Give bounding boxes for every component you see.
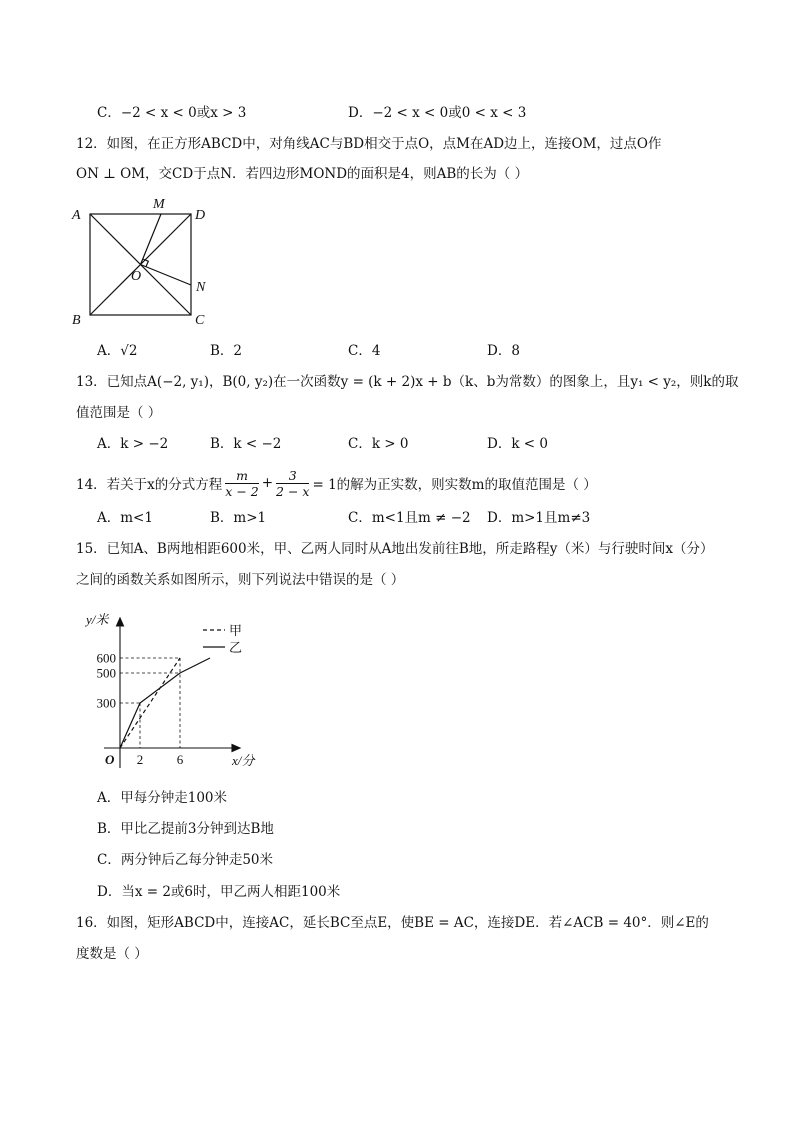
q14-option-d: D．m>1且m≠3 [487, 510, 591, 526]
q15-distance-time-graph [82, 608, 272, 774]
q12-option-d: D．8 [487, 343, 520, 359]
label-o: O [131, 269, 142, 284]
q15-stem-line2: 之间的函数关系如图所示，则下列说法中错误的是（ ） [76, 572, 405, 588]
label-b: B [72, 313, 81, 328]
q14-option-a: A．m<1 [97, 510, 153, 526]
legend-label-1: 乙 [229, 640, 243, 655]
q14-fraction-1 [225, 468, 258, 499]
label-c: C [195, 313, 205, 328]
q16-stem-line2: 度数是（ ） [76, 946, 148, 962]
q14-frac1-denominator: x − 2 [225, 483, 259, 499]
q13-option-a: A．k > −2 [97, 436, 169, 452]
q14-option-c: C．m<1且m ≠ −2 [348, 510, 471, 526]
q14-fraction-2 [276, 468, 309, 499]
q13-option-c: C．k > 0 [348, 436, 409, 452]
label-a: A [72, 208, 81, 223]
q16-stem-line1: 16．如图，矩形ABCD中，连接AC，延长BC至点E，使BE = AC，连接DE．若∠ACB = 40°．则∠E的 [76, 915, 709, 931]
q14-option-b: B．m>1 [210, 510, 267, 526]
y-axis-arrow [117, 618, 124, 626]
y-tick-label-600: 600 [96, 650, 116, 666]
q12-option-a: A．√2 [97, 343, 138, 359]
q14-stem [76, 463, 597, 503]
q15-option-b: B．甲比乙提前3分钟到达B地 [97, 821, 274, 837]
q13-option-d: D．k < 0 [487, 436, 548, 452]
q14-text-before: 14．若关于x的分式方程 [76, 477, 223, 493]
q13-option-b: B．k < −2 [210, 436, 282, 452]
q13-stem-line1: 13．已知点A(−2, y₁)，B(0, y₂)在一次函数y = (k + 2)x + b（k、b为常数）的图象上，且y₁ < y₂，则k的取 [76, 374, 739, 390]
q15-stem-line1: 15．已知A、B两地相距600米，甲、乙两人同时从A地出发前往B地，所走路程y（米）与行驶时间x（分） [76, 541, 714, 557]
legend [203, 623, 242, 655]
label-n: N [196, 280, 206, 295]
q12-stem-line2: ON ⊥ OM，交CD于点N．若四边形MOND的面积是4，则AB的长为（ ） [76, 166, 529, 182]
legend-label-0: 甲 [229, 623, 243, 638]
q14-text-after: = 1的解为正实数，则实数m的取值范围是（ ） [312, 477, 597, 493]
q12-option-c: C．4 [348, 343, 381, 359]
q15-option-d: D．当x = 2或6时，甲乙两人相距100米 [97, 884, 341, 900]
label-m: M [153, 197, 165, 212]
y-axis-label: y/米 [86, 612, 109, 627]
label-d: D [195, 208, 206, 223]
q12-stem-line1: 12．如图，在正方形ABCD中，对角线AC与BD相交于点O，点M在AD边上，连接OM，过点O作 [76, 136, 662, 152]
x-tick-label-6: 6 [176, 752, 184, 767]
q12-option-b: B．2 [210, 343, 243, 359]
q14-frac1-numerator: m [236, 467, 248, 483]
segment-on [141, 265, 192, 286]
segment-om [141, 214, 162, 265]
q11-option-c: C．−2 < x < 0或x > 3 [97, 105, 247, 121]
y-tick-label-300: 300 [96, 695, 116, 711]
origin-label: O [105, 752, 115, 767]
q15-option-a: A．甲每分钟走100米 [97, 790, 228, 806]
x-axis-label: x/分 [232, 753, 255, 768]
q11-option-d: D．−2 < x < 0或0 < x < 3 [348, 105, 527, 121]
q14-frac2-denominator: 2 − x [276, 483, 310, 499]
q14-frac2-numerator: 3 [288, 467, 297, 483]
x-axis-arrow [232, 745, 240, 752]
q12-square-figure [70, 196, 220, 328]
x-tick-label-2: 2 [136, 752, 144, 767]
q14-plus: + [261, 475, 274, 491]
axis-labels [84, 612, 256, 768]
q15-option-c: C．两分钟后乙每分钟走50米 [97, 852, 274, 868]
q13-stem-line2: 值范围是（ ） [76, 405, 162, 421]
series-jia-line [120, 658, 180, 748]
y-tick-label-500: 500 [96, 665, 116, 681]
